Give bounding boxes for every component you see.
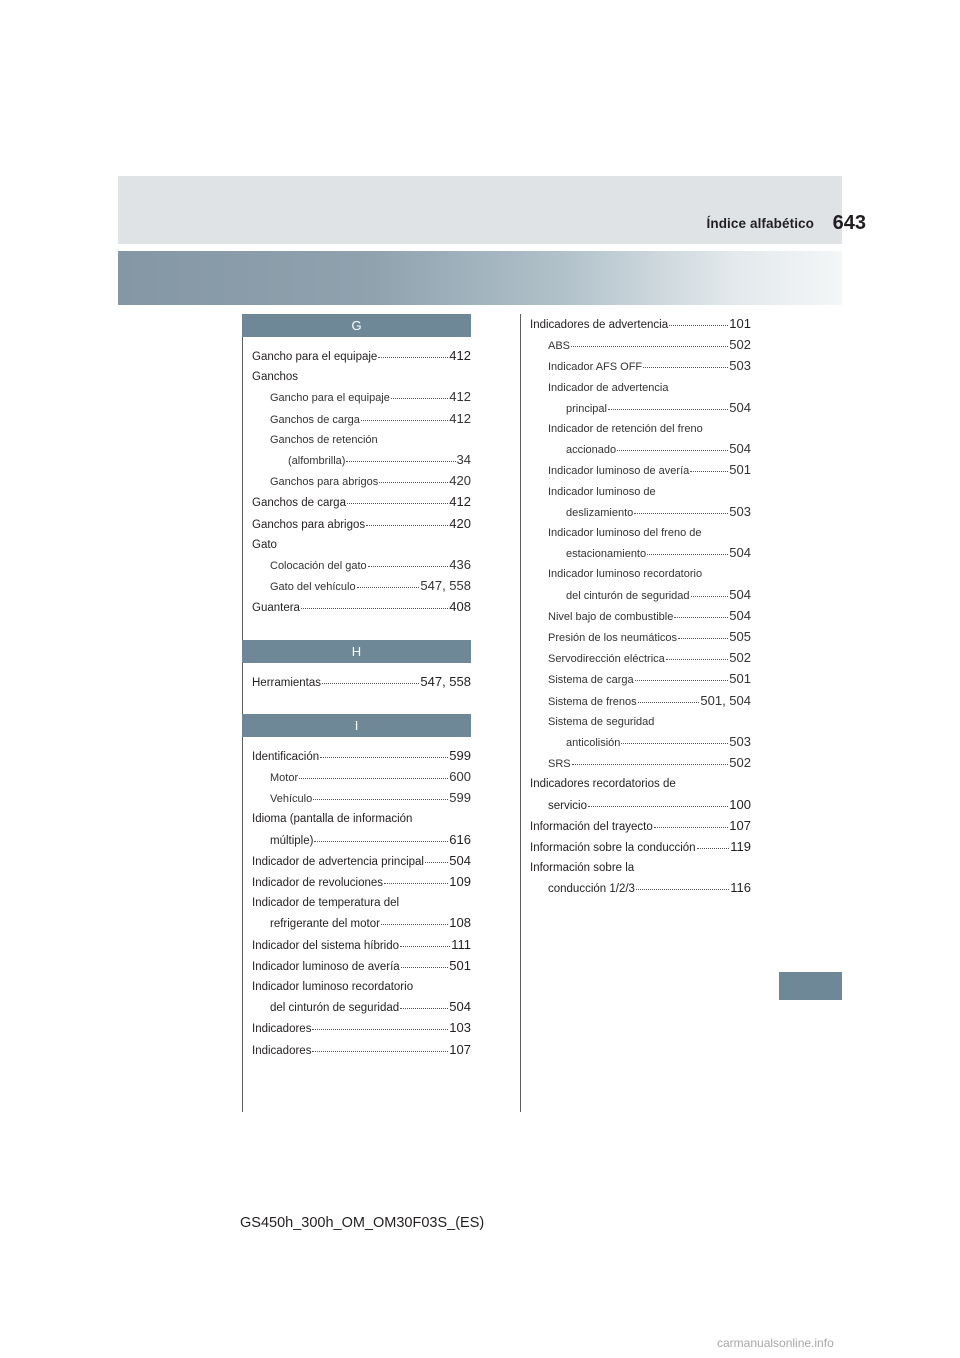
index-column-right bbox=[520, 314, 751, 900]
decorative-gradient-band bbox=[118, 251, 842, 305]
index-entry: Gato bbox=[252, 538, 277, 551]
index-subentry-continuation[interactable]: (alfombrilla) 34 bbox=[288, 452, 471, 468]
index-entry[interactable]: Gancho para el equipaje 412 bbox=[252, 348, 471, 363]
index-entry: Indicador de temperatura del bbox=[252, 897, 400, 910]
index-entry-continuation[interactable]: múltiple) 616 bbox=[270, 831, 471, 847]
index-entry[interactable]: Identificación 599 bbox=[252, 747, 471, 763]
index-subentry[interactable]: Colocación del gato 436 bbox=[270, 557, 471, 573]
index-subentry-continuation[interactable]: del cinturón de seguridad 504 bbox=[566, 586, 751, 602]
index-entry[interactable]: Información del trayecto 107 bbox=[530, 817, 751, 833]
index-entry[interactable]: Indicadores de advertencia 101 bbox=[530, 316, 751, 331]
index-entry[interactable]: Ganchos de carga 412 bbox=[252, 494, 471, 510]
index-entry[interactable]: Indicadores 107 bbox=[252, 1041, 471, 1057]
index-subentry-continuation[interactable]: principal 504 bbox=[566, 399, 751, 415]
header-band bbox=[118, 176, 842, 244]
index-entry: Idioma (pantalla de información bbox=[252, 813, 413, 826]
index-section-i-continued bbox=[520, 314, 751, 900]
index-subentry[interactable]: Nivel bajo de combustible 504 bbox=[548, 607, 751, 623]
index-subentry: Sistema de seguridad bbox=[548, 715, 655, 728]
index-subentry[interactable]: ABS 502 bbox=[548, 337, 751, 353]
index-entry[interactable]: Indicadores 103 bbox=[252, 1020, 471, 1036]
index-subentry[interactable]: Ganchos de carga 412 bbox=[270, 410, 471, 426]
index-section-i bbox=[242, 746, 471, 1061]
index-subentry: Ganchos de retención bbox=[270, 433, 378, 446]
index-entry[interactable]: Indicador del sistema híbrido 111 bbox=[252, 936, 471, 952]
index-subentry[interactable]: Indicador AFS OFF 503 bbox=[548, 358, 751, 374]
watermark: carmanualsonline.info bbox=[717, 1336, 834, 1350]
index-subentry[interactable]: Gancho para el equipaje 412 bbox=[270, 389, 471, 405]
index-subentry-continuation[interactable]: deslizamiento 503 bbox=[566, 503, 751, 519]
index-entry-continuation[interactable]: refrigerante del motor 108 bbox=[270, 915, 471, 931]
index-entry[interactable]: Herramientas 547, 558 bbox=[252, 673, 471, 689]
index-entry: Información sobre la bbox=[530, 862, 635, 875]
chapter-tab-marker bbox=[779, 972, 842, 1000]
index-section-g bbox=[242, 346, 471, 619]
index-entry[interactable]: Indicador de revoluciones 109 bbox=[252, 874, 471, 890]
letter-header-h: H bbox=[242, 640, 471, 663]
index-subentry: Indicador de retención del freno bbox=[548, 423, 703, 436]
index-entry-continuation[interactable]: conducción 1/2/3 116 bbox=[548, 880, 751, 896]
index-entry-continuation[interactable]: servicio 100 bbox=[548, 796, 751, 812]
index-subentry-continuation[interactable]: estacionamiento 504 bbox=[566, 545, 751, 561]
index-subentry[interactable]: Ganchos para abrigos 420 bbox=[270, 473, 471, 489]
index-entry: Indicadores recordatorios de bbox=[530, 778, 676, 791]
index-entry[interactable]: Indicador luminoso de avería 501 bbox=[252, 957, 471, 973]
index-subentry[interactable]: SRS 502 bbox=[548, 755, 751, 771]
index-subentry[interactable]: Vehículo 599 bbox=[270, 790, 471, 806]
index-section-h bbox=[242, 672, 471, 693]
index-subentry[interactable]: Sistema de frenos 501, 504 bbox=[548, 692, 751, 708]
letter-header-g: G bbox=[242, 314, 471, 337]
index-column-left bbox=[242, 314, 471, 1061]
index-subentry[interactable]: Indicador luminoso de avería 501 bbox=[548, 462, 751, 478]
index-entry-continuation[interactable]: del cinturón de seguridad 504 bbox=[270, 999, 471, 1015]
manual-code-footer: GS450h_300h_OM_OM30F03S_(ES) bbox=[240, 1215, 485, 1231]
index-entry[interactable]: Indicador de advertencia principal 504 bbox=[252, 852, 471, 868]
page-number: 643 bbox=[832, 212, 866, 234]
index-subentry: Indicador de advertencia bbox=[548, 381, 669, 394]
section-title: Índice alfabético bbox=[706, 216, 814, 231]
index-subentry: Indicador luminoso del freno de bbox=[548, 527, 702, 540]
letter-header-i: I bbox=[242, 714, 471, 737]
index-subentry[interactable]: Servodirección eléctrica 502 bbox=[548, 650, 751, 666]
index-entry[interactable]: Información sobre la conducción 119 bbox=[530, 839, 751, 855]
index-subentry[interactable]: Gato del vehículo 547, 558 bbox=[270, 578, 471, 594]
index-subentry[interactable]: Sistema de carga 501 bbox=[548, 671, 751, 687]
index-subentry-continuation[interactable]: anticolisión 503 bbox=[566, 734, 751, 750]
index-subentry[interactable]: Presión de los neumáticos 505 bbox=[548, 629, 751, 645]
index-subentry: Indicador luminoso de bbox=[548, 485, 656, 498]
index-subentry[interactable]: Motor 600 bbox=[270, 769, 471, 785]
index-subentry-continuation[interactable]: accionado 504 bbox=[566, 441, 751, 457]
index-entry[interactable]: Ganchos para abrigos 420 bbox=[252, 515, 471, 531]
index-entry: Ganchos bbox=[252, 371, 299, 384]
index-entry[interactable]: Guantera 408 bbox=[252, 599, 471, 615]
index-subentry: Indicador luminoso recordatorio bbox=[548, 568, 703, 581]
index-entry: Indicador luminoso recordatorio bbox=[252, 981, 414, 994]
